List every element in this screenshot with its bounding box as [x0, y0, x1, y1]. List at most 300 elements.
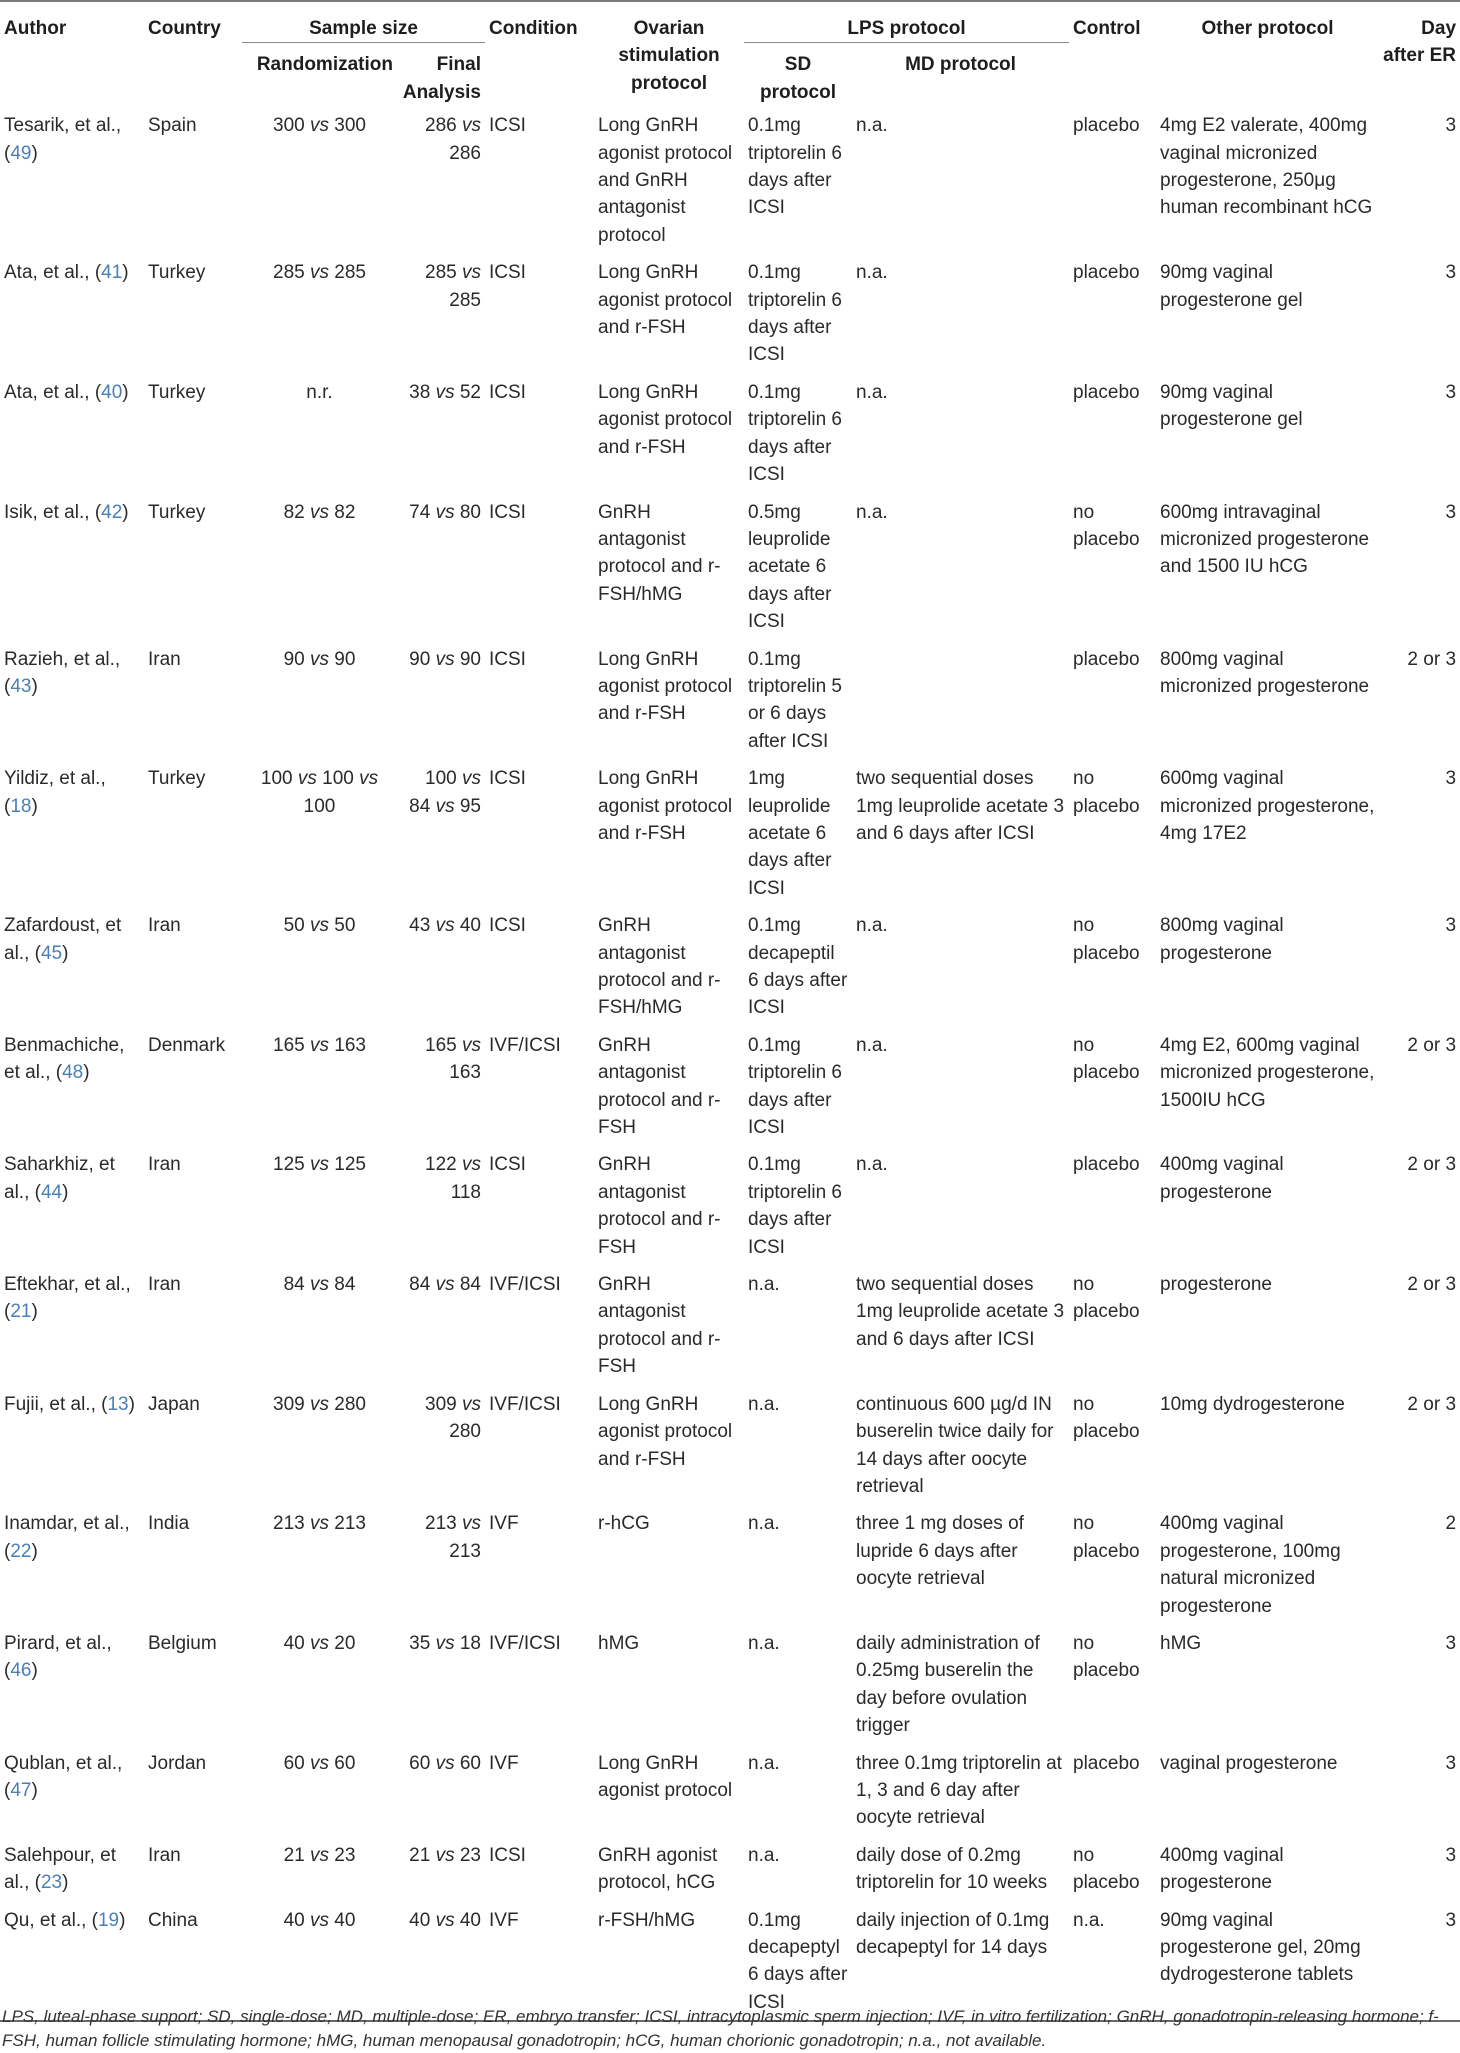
cell-condition: ICSI — [489, 915, 526, 937]
cell-other-protocol: 10mg dydrogesterone — [1160, 1393, 1345, 1415]
cell-author: Qublan, et al., (47) — [4, 1752, 123, 1801]
cell-country: Iran — [148, 648, 181, 670]
cell-randomization — [242, 906, 397, 1026]
cell-sd-protocol: n.a. — [748, 1513, 780, 1535]
cell-day-after-er: 2 or 3 — [1407, 1154, 1457, 1176]
cell-ovarian-protocol: Long GnRH agonist protocol and GnRH antagonist protocol — [598, 115, 733, 246]
cell-day-after-er: 2 — [1445, 1513, 1457, 1535]
author-name: Razieh, et al., — [4, 648, 121, 670]
vs-label: vs — [435, 795, 455, 817]
cell-control: n.a. — [1069, 1901, 1156, 2022]
cell-ovarian-protocol: Long GnRH agonist protocol and r-FSH — [598, 648, 733, 725]
cell-author: Benmachiche, et al., (48) — [4, 1034, 125, 1084]
randomization-value: 82 — [283, 501, 305, 523]
cell-other-protocol: 800mg vaginal progesterone — [1160, 915, 1284, 964]
cell-final-analysis — [397, 640, 485, 760]
cell-condition: IVF — [485, 1901, 594, 2022]
final-value: 23 — [459, 1844, 481, 1866]
cell-md-protocol: two sequential doses 1mg leuprolide acetate 3 and 6 days after ICSI — [856, 1274, 1065, 1350]
cell-sd-protocol: 1mg leuprolide acetate 6 days after ICSI — [748, 768, 832, 899]
cell-randomization — [242, 1744, 397, 1836]
final-value: 74 — [409, 501, 431, 523]
randomization-value: 50 — [334, 915, 356, 937]
cell-country: India — [148, 1513, 190, 1535]
final-value: 84 — [409, 795, 431, 817]
final-value: 60 — [409, 1752, 431, 1774]
cell-md-protocol: daily administration of 0.25mg buserelin the day before ovulation trigger — [856, 1632, 1040, 1737]
author-name: Yildiz, et al., — [4, 768, 106, 790]
cell-control: no placebo — [1073, 1844, 1140, 1894]
cell-other-protocol: 600mg intravaginal micronized progesterone and 1500 IU hCG — [1160, 501, 1370, 578]
final-value: 163 — [449, 1062, 481, 1084]
cell-other-protocol: hMG — [1160, 1632, 1202, 1654]
cell-final-analysis — [397, 1624, 485, 1744]
reference-link: 41 — [101, 262, 123, 284]
final-value: 213 — [449, 1540, 481, 1562]
header-md-protocol: MD protocol — [905, 54, 1016, 76]
vs-label: vs — [435, 1752, 455, 1774]
reference-link: 46 — [10, 1660, 32, 1682]
cell-control: placebo — [1073, 1752, 1140, 1774]
cell-day-after-er: 3 — [1445, 115, 1457, 137]
cell-country: Turkey — [148, 768, 206, 790]
cell-sd-protocol: n.a. — [748, 1393, 780, 1415]
reference-link: 23 — [40, 1872, 63, 1894]
cell-country: Jordan — [148, 1752, 207, 1774]
vs-label: vs — [462, 768, 481, 790]
cell-day-after-er: 3 — [1445, 262, 1457, 284]
cell-condition: ICSI — [489, 381, 526, 403]
author-name: Eftekhar, et al., — [4, 1274, 131, 1296]
cell-country: Iran — [148, 1274, 181, 1296]
header-day-after-er: Day after ER — [1379, 1, 1460, 106]
cell-sd-protocol: 0.1mg decapeptyl 6 days after ICSI — [744, 1901, 852, 2022]
randomization-value: 300 — [273, 115, 305, 137]
reference-link: 13 — [107, 1393, 129, 1415]
header-control: Control — [1069, 1, 1156, 106]
author-name: Saharkhiz, et al., — [4, 1154, 115, 1203]
randomization-value: 213 — [273, 1513, 305, 1535]
cell-other-protocol: 90mg vaginal progesterone gel — [1160, 262, 1303, 311]
cell-randomization — [242, 1026, 397, 1146]
vs-label: vs — [462, 115, 481, 137]
randomization-value: 163 — [334, 1034, 366, 1056]
cell-final-analysis — [397, 253, 485, 373]
randomization-value: 84 — [334, 1274, 356, 1296]
table-row — [0, 640, 1460, 760]
cell-randomization — [242, 640, 397, 760]
cell-day-after-er: 2 or 3 — [1407, 1274, 1457, 1296]
cell-condition: ICSI — [489, 262, 526, 284]
cell-randomization — [242, 1265, 397, 1385]
final-value: 84 — [459, 1274, 481, 1296]
author-name: Isik, et al., — [4, 501, 95, 523]
author-name: Salehpour, et al., — [4, 1844, 116, 1894]
reference-link: 40 — [101, 381, 123, 403]
cell-other-protocol: 90mg vaginal progesterone gel, 20mg dydrogesterone tablets — [1156, 1901, 1379, 2022]
final-value: 90 — [409, 648, 431, 670]
vs-label: vs — [435, 648, 455, 670]
cell-md-protocol: n.a. — [856, 381, 888, 403]
cell-day-after-er: 3 — [1379, 1901, 1460, 2022]
vs-label: vs — [310, 915, 329, 937]
cell-country: Spain — [148, 115, 197, 137]
cell-control: no placebo — [1073, 1632, 1140, 1682]
randomization-value: 23 — [334, 1844, 356, 1866]
cell-ovarian-protocol: GnRH agonist protocol, hCG — [598, 1844, 718, 1894]
cell-final-analysis — [397, 1836, 485, 1901]
cell-randomization — [242, 1385, 397, 1505]
cell-country: Japan — [148, 1393, 200, 1415]
randomization-value: 100 — [303, 795, 336, 817]
table-row — [0, 253, 1460, 373]
cell-sd-protocol: 0.1mg decapeptil 6 days after ICSI — [748, 915, 848, 1019]
vs-label: vs — [297, 768, 317, 790]
cell-md-protocol: three 0.1mg triptorelin at 1, 3 and 6 day after oocyte retrieval — [856, 1752, 1062, 1829]
final-value: 40 — [409, 1909, 431, 1931]
cell-final-analysis — [397, 373, 485, 493]
cell-sd-protocol: 0.1mg triptorelin 6 days after ICSI — [748, 115, 842, 219]
final-value: 90 — [459, 648, 481, 670]
cell-ovarian-protocol: GnRH antagonist protocol and r-FSH — [598, 1274, 721, 1378]
cell-other-protocol: 400mg vaginal progesterone, 100mg natural micronized progesterone — [1160, 1513, 1341, 1617]
final-value: 80 — [459, 501, 481, 523]
cell-country: Belgium — [148, 1632, 217, 1654]
author-name: Qublan, et al., — [4, 1752, 123, 1774]
cell-country: Turkey — [148, 262, 206, 284]
header-sd-protocol: SD protocol — [760, 54, 836, 103]
cell-randomization — [242, 759, 397, 906]
cell-control: no placebo — [1073, 768, 1140, 817]
vs-label: vs — [435, 1632, 455, 1654]
table-row — [0, 759, 1460, 906]
cell-sd-protocol: 0.1mg triptorelin 6 days after ICSI — [748, 1034, 842, 1139]
cell-final-analysis — [397, 106, 485, 253]
vs-label: vs — [310, 1034, 329, 1056]
cell-ovarian-protocol: r-hCG — [598, 1513, 650, 1535]
cell-country: Iran — [148, 1154, 181, 1176]
cell-sd-protocol: n.a. — [748, 1274, 780, 1296]
cell-other-protocol: 600mg vaginal micronized progesterone, 4mg 17E2 — [1160, 768, 1375, 844]
vs-label: vs — [359, 768, 379, 790]
cell-randomization — [242, 1504, 397, 1624]
vs-label: vs — [462, 1154, 481, 1176]
cell-ovarian-protocol: r-FSH/hMG — [594, 1901, 744, 2022]
randomization-value: 40 — [334, 1909, 356, 1931]
cell-md-protocol: n.a. — [856, 262, 888, 284]
vs-label: vs — [310, 1632, 329, 1654]
cell-day-after-er: 2 or 3 — [1407, 1034, 1457, 1056]
cell-final-analysis — [397, 1385, 485, 1505]
cell-day-after-er: 2 or 3 — [1407, 648, 1457, 670]
table-row — [0, 1145, 1460, 1265]
cell-country: China — [144, 1901, 242, 2022]
cell-day-after-er: 3 — [1445, 501, 1457, 523]
randomization-value: 100 — [260, 768, 293, 790]
cell-condition: IVF/ICSI — [489, 1274, 561, 1296]
cell-randomization — [242, 1836, 397, 1901]
cell-final-analysis — [397, 906, 485, 1026]
cell-condition: ICSI — [489, 648, 526, 670]
cell-control: no placebo — [1073, 915, 1140, 964]
cell-md-protocol: two sequential doses 1mg leuprolide acetate 3 and 6 days after ICSI — [856, 768, 1065, 844]
cell-other-protocol: 4mg E2 valerate, 400mg vaginal micronized progesterone, 250μg human recombinant hCG — [1160, 115, 1373, 219]
cell-control: no placebo — [1073, 501, 1140, 550]
cell-ovarian-protocol: GnRH antagonist protocol and r-FSH — [598, 1154, 721, 1258]
cell-author: Yildiz, et al., (18) — [4, 768, 106, 817]
final-value: 40 — [459, 915, 481, 937]
randomization-value: 90 — [334, 648, 356, 670]
cell-control: placebo — [1073, 1154, 1140, 1176]
cell-md-protocol: daily injection of 0.1mg decapeptyl for 14 days — [852, 1901, 1069, 2022]
cell-author: Fujii, et al., (13) — [4, 1393, 135, 1415]
table-footnote: LPS, luteal-phase support; SD, single-dose; MD, multiple-dose; ER, embryo transfer; ICSI, intracytoplasmic sperm injection; IVF, in vitro fertilization; GnRH, gonadotropin-releasing hormone; f-FSH, human follicle stimulating hormone; hMG, human menopausal gonadotropin; hCG, human chorionic gonadotropin; n.a., not available. — [2, 2007, 1439, 2050]
table-row — [0, 373, 1460, 493]
randomization-value: 60 — [283, 1752, 305, 1774]
cell-control: no placebo — [1073, 1513, 1140, 1562]
cell-ovarian-protocol: Long GnRH agonist protocol and r-FSH — [598, 381, 733, 458]
final-value: 100 — [425, 768, 457, 790]
cell-author: Tesarik, et al., (49) — [4, 115, 122, 164]
cell-final-analysis — [397, 1026, 485, 1146]
cell-country: Iran — [148, 1844, 181, 1866]
cell-day-after-er: 3 — [1445, 1632, 1457, 1654]
final-value: 286 — [425, 115, 457, 137]
header-ovarian-stimulation: Ovarian stimulation protocol — [594, 1, 744, 106]
cell-condition: ICSI — [489, 115, 526, 137]
vs-label: vs — [462, 1393, 481, 1415]
cell-md-protocol: continuous 600 µg/d IN buserelin twice daily for 14 days after oocyte retrieval — [856, 1393, 1054, 1497]
cell-sd-protocol: n.a. — [748, 1632, 780, 1654]
reference-link: 19 — [97, 1909, 120, 1931]
cell-ovarian-protocol: Long GnRH agonist protocol — [598, 1752, 733, 1801]
header-final-analysis: Final Analysis — [402, 54, 481, 103]
cell-other-protocol: 400mg vaginal progesterone — [1160, 1154, 1284, 1203]
cell-ovarian-protocol: Long GnRH agonist protocol and r-FSH — [598, 262, 733, 339]
author-name: Pirard, et al., — [4, 1632, 112, 1654]
author-name: Ata, et al., — [4, 381, 95, 403]
author-name: Fujii, et al., — [4, 1393, 102, 1415]
table-row — [0, 906, 1460, 1026]
vs-label: vs — [462, 262, 481, 284]
cell-randomization — [242, 253, 397, 373]
cell-sd-protocol: 0.1mg triptorelin 6 days after ICSI — [748, 262, 842, 366]
cell-condition: IVF — [489, 1513, 519, 1535]
vs-label: vs — [435, 381, 455, 403]
table-row — [0, 1265, 1460, 1385]
table-row — [0, 493, 1460, 640]
vs-label: vs — [310, 1844, 329, 1866]
cell-day-after-er: 3 — [1445, 768, 1457, 790]
reference-link: 22 — [10, 1540, 32, 1562]
table-row — [0, 1901, 1460, 2022]
cell-sd-protocol: 0.1mg triptorelin 5 or 6 days after ICSI — [748, 648, 842, 752]
cell-md-protocol — [852, 640, 1069, 760]
author-name: Qu, et al., — [4, 1909, 92, 1931]
randomization-value: n.r. — [306, 381, 333, 403]
final-value: 285 — [425, 262, 457, 284]
cell-control: placebo — [1073, 381, 1140, 403]
final-value: 40 — [459, 1909, 481, 1931]
reference-link: 45 — [40, 942, 63, 964]
cell-condition: ICSI — [489, 1844, 526, 1866]
cell-author: Salehpour, et al., (23) — [4, 1844, 116, 1894]
cell-other-protocol: 400mg vaginal progesterone — [1160, 1844, 1284, 1894]
cell-randomization — [242, 493, 397, 640]
reference-link: 43 — [10, 675, 32, 697]
randomization-value: 40 — [283, 1632, 305, 1654]
author-name: Inamdar, et al., — [4, 1513, 130, 1535]
reference-link: 48 — [62, 1062, 84, 1084]
cell-other-protocol: 90mg vaginal progesterone gel — [1160, 381, 1303, 431]
cell-final-analysis — [397, 1744, 485, 1836]
cell-sd-protocol: n.a. — [748, 1752, 780, 1774]
cell-control: no placebo — [1073, 1034, 1140, 1084]
cell-final-analysis — [397, 1145, 485, 1265]
cell-country: Iran — [148, 915, 181, 937]
cell-country: Turkey — [148, 381, 206, 403]
cell-condition: ICSI — [489, 501, 526, 523]
cell-author: Razieh, et al., (43) — [4, 648, 121, 697]
randomization-value: 213 — [334, 1513, 366, 1535]
cell-ovarian-protocol: Long GnRH agonist protocol and r-FSH — [598, 1393, 733, 1470]
randomization-value: 84 — [283, 1274, 305, 1296]
cell-control: no placebo — [1073, 1274, 1140, 1323]
randomization-value: 125 — [334, 1154, 366, 1176]
vs-label: vs — [310, 501, 329, 523]
final-value: 18 — [459, 1632, 481, 1654]
cell-md-protocol: n.a. — [856, 501, 888, 523]
cell-author: Zafardoust, et al., (45) — [4, 915, 122, 964]
vs-label: vs — [435, 1274, 455, 1296]
final-value: 309 — [425, 1393, 457, 1415]
cell-author: Ata, et al., (40) — [4, 381, 129, 403]
author-name: Ata, et al., — [4, 262, 95, 284]
vs-label: vs — [310, 262, 329, 284]
cell-randomization — [242, 1901, 397, 2022]
final-value: 118 — [450, 1181, 481, 1203]
final-value: 60 — [459, 1752, 481, 1774]
final-value: 43 — [409, 915, 431, 937]
cell-final-analysis — [397, 1265, 485, 1385]
vs-label: vs — [310, 648, 329, 670]
cell-ovarian-protocol: hMG — [598, 1632, 640, 1654]
reference-link: 18 — [10, 795, 32, 817]
randomization-value: 125 — [273, 1154, 305, 1176]
cell-md-protocol: three 1 mg doses of lupride 6 days after oocyte retrieval — [856, 1513, 1024, 1590]
header-condition: Condition — [485, 1, 594, 106]
cell-final-analysis — [397, 1504, 485, 1624]
vs-label: vs — [435, 501, 455, 523]
header-other-protocol: Other protocol — [1156, 1, 1379, 106]
cell-sd-protocol: n.a. — [748, 1844, 780, 1866]
reference-link: 44 — [40, 1181, 63, 1203]
cell-author: Eftekhar, et al., (21) — [4, 1274, 131, 1323]
randomization-value: 100 — [322, 768, 354, 790]
cell-sd-protocol: 0.5mg leuprolide acetate 6 days after ICSI — [748, 501, 832, 633]
cell-ovarian-protocol: GnRH antagonist protocol and r-FSH — [598, 1034, 721, 1139]
vs-label: vs — [462, 1034, 481, 1056]
cell-condition: ICSI — [489, 1154, 526, 1176]
vs-label: vs — [435, 1909, 455, 1931]
header-author: Author — [0, 1, 144, 106]
randomization-value: 309 — [273, 1393, 305, 1415]
vs-label: vs — [310, 1393, 329, 1415]
cell-day-after-er: 3 — [1445, 1752, 1457, 1774]
final-value: 286 — [449, 142, 481, 164]
final-value: 165 — [425, 1034, 457, 1056]
cell-other-protocol: progesterone — [1160, 1274, 1272, 1296]
randomization-value: 50 — [283, 915, 305, 937]
cell-day-after-er: 3 — [1445, 915, 1457, 937]
reference-link: 47 — [10, 1779, 32, 1801]
final-value: 38 — [409, 381, 431, 403]
cell-condition: IVF/ICSI — [489, 1632, 561, 1654]
randomization-value: 20 — [334, 1632, 356, 1654]
vs-label: vs — [462, 1513, 481, 1535]
randomization-value: 285 — [273, 262, 305, 284]
cell-country: Denmark — [148, 1034, 226, 1056]
cell-condition: ICSI — [489, 768, 526, 790]
vs-label: vs — [310, 1274, 329, 1296]
table-body — [0, 106, 1460, 2021]
table-row — [0, 1504, 1460, 1624]
vs-label: vs — [310, 1909, 329, 1931]
randomization-value: 285 — [334, 262, 366, 284]
cell-author: Ata, et al., (41) — [4, 262, 129, 284]
vs-label: vs — [435, 1844, 455, 1866]
cell-condition: IVF/ICSI — [489, 1034, 561, 1056]
header-sample-size: Sample size — [242, 1, 485, 43]
cell-randomization — [242, 1624, 397, 1744]
vs-label: vs — [310, 115, 329, 137]
cell-day-after-er: 3 — [1445, 1844, 1457, 1866]
cell-condition: IVF/ICSI — [489, 1393, 561, 1415]
cell-day-after-er: 3 — [1445, 381, 1457, 403]
cell-md-protocol: n.a. — [856, 1034, 888, 1056]
cell-md-protocol: n.a. — [856, 115, 888, 137]
header-lps-protocol: LPS protocol — [744, 1, 1069, 43]
vs-label: vs — [310, 1752, 329, 1774]
final-value: 84 — [409, 1274, 431, 1296]
final-value: 285 — [449, 289, 481, 311]
cell-ovarian-protocol: Long GnRH agonist protocol and r-FSH — [598, 768, 733, 844]
cell-md-protocol: daily dose of 0.2mg triptorelin for 10 weeks — [856, 1844, 1048, 1894]
randomization-value: 165 — [273, 1034, 305, 1056]
cell-condition: IVF — [489, 1752, 519, 1774]
cell-randomization — [242, 106, 397, 253]
randomization-value: 90 — [283, 648, 305, 670]
table-row — [0, 1026, 1460, 1146]
final-value: 95 — [459, 795, 481, 817]
reference-link: 49 — [10, 142, 32, 164]
cell-author: Isik, et al., (42) — [4, 501, 129, 523]
table-row — [0, 1385, 1460, 1505]
table-row — [0, 106, 1460, 253]
cell-randomization — [242, 373, 397, 493]
cell-other-protocol: 800mg vaginal micronized progesterone — [1160, 648, 1370, 697]
final-value: 52 — [459, 381, 481, 403]
header-randomization: Randomization — [256, 54, 393, 76]
cell-randomization — [242, 1145, 397, 1265]
cell-author: Pirard, et al., (46) — [4, 1632, 112, 1682]
randomization-value: 21 — [283, 1844, 305, 1866]
cell-ovarian-protocol: GnRH antagonist protocol and r-FSH/hMG — [598, 915, 721, 1019]
table-row — [0, 1744, 1460, 1836]
final-value: 280 — [449, 1421, 481, 1443]
final-value: 21 — [409, 1844, 431, 1866]
cell-ovarian-protocol: GnRH antagonist protocol and r-FSH/hMG — [598, 501, 721, 605]
